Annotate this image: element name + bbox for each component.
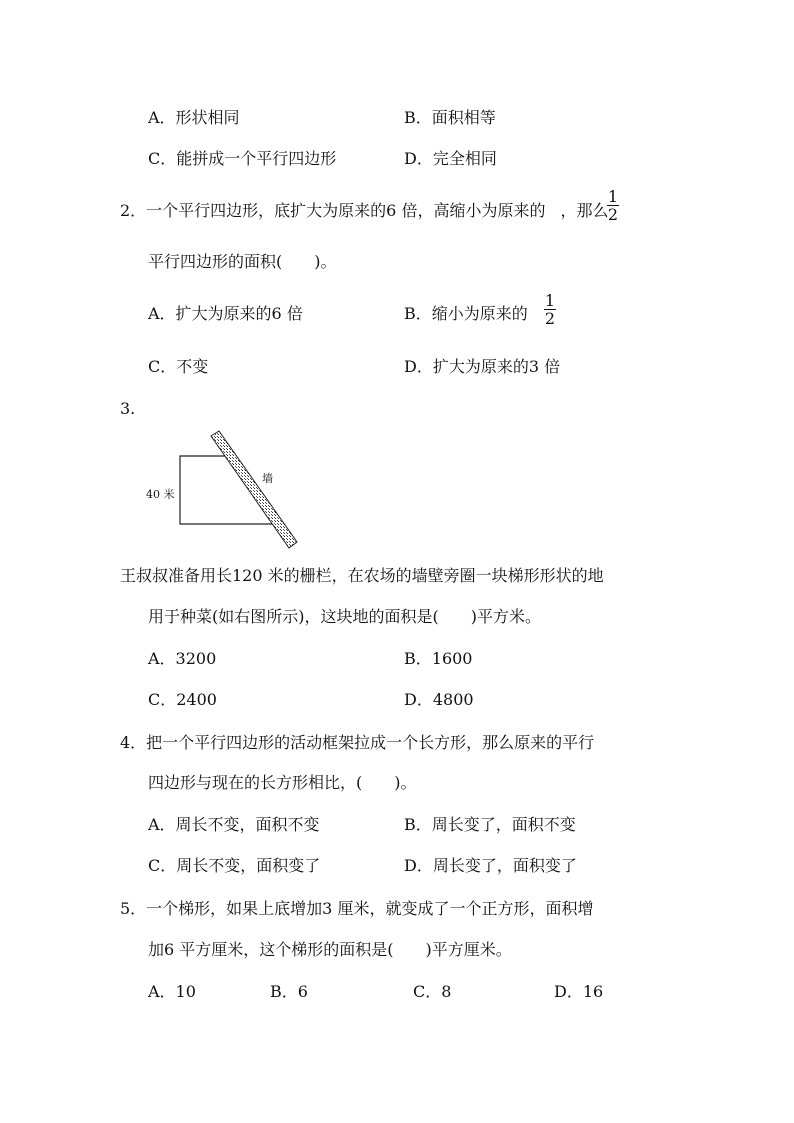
q3-option-c: C．2400 [148, 690, 217, 709]
q5-option-b: B．6 [270, 982, 308, 1001]
wall-hatched-bar [211, 431, 297, 548]
q2-option-b: B．缩小为原来的 [404, 304, 528, 323]
fraction-denominator: 2 [607, 205, 619, 224]
q2-option-c: C．不变 [148, 357, 209, 376]
side-length-label: 40 米 [146, 488, 175, 501]
q2-option-a: A．扩大为原来的6 倍 [148, 304, 303, 323]
q3-trapezoid-figure [140, 428, 310, 554]
q1-option-d: D．完全相同 [404, 149, 497, 168]
q4-option-d: D．周长变了，面积变了 [404, 856, 577, 875]
q5-option-a: A．10 [148, 982, 196, 1001]
q5-stem-line2: 加6 平方厘米，这个梯形的面积是( )平方厘米。 [148, 940, 512, 959]
q4-stem-line1: 4．把一个平行四边形的活动框架拉成一个长方形，那么原来的平行 [120, 733, 595, 752]
q3-option-d: D．4800 [404, 690, 474, 709]
q1-option-c: C．能拼成一个平行四边形 [148, 149, 337, 168]
q1-option-b: B．面积相等 [404, 108, 496, 127]
q4-stem-line2: 四边形与现在的长方形相比，( )。 [148, 773, 417, 792]
q5-option-c: C．8 [413, 982, 452, 1001]
q3-option-a: A．3200 [148, 649, 217, 668]
q4-option-c: C．周长不变，面积变了 [148, 856, 321, 875]
q2-stem-line1 [120, 201, 608, 221]
q4-option-b: B．周长变了，面积不变 [404, 815, 576, 834]
q2-stem-line2: 平行四边形的面积( )。 [148, 252, 337, 271]
q3-option-b: B．1600 [404, 649, 473, 668]
q3-stem-line1: 王叔叔准备用长120 米的栅栏，在农场的墙壁旁圈一块梯形形状的地 [120, 566, 604, 585]
q5-option-d: D．16 [554, 982, 604, 1001]
q2-stem-tail: ，那么 [560, 201, 609, 220]
fraction-denominator: 2 [544, 309, 556, 328]
wall-label: 墙 [262, 472, 273, 485]
q3-number: 3. [120, 399, 136, 418]
q4-option-a: A．周长不变，面积不变 [148, 815, 320, 834]
q3-stem-line2: 用于种菜(如右图所示)，这块地的面积是( )平方米。 [148, 607, 541, 626]
q2-option-d: D．扩大为原来的3 倍 [404, 357, 561, 376]
fraction-numerator: 1 [607, 187, 619, 206]
q1-option-a: A．形状相同 [148, 108, 240, 127]
fraction-numerator: 1 [544, 291, 556, 310]
q2-option-b-fraction [543, 292, 557, 327]
q2-stem-text: 2．一个平行四边形，底扩大为原来的6 倍，高缩小为原来的 [120, 201, 546, 220]
q5-stem-line1: 5．一个梯形，如果上底增加3 厘米，就变成了一个正方形，面积增 [120, 899, 594, 918]
q2-fraction-one-half [606, 188, 620, 223]
